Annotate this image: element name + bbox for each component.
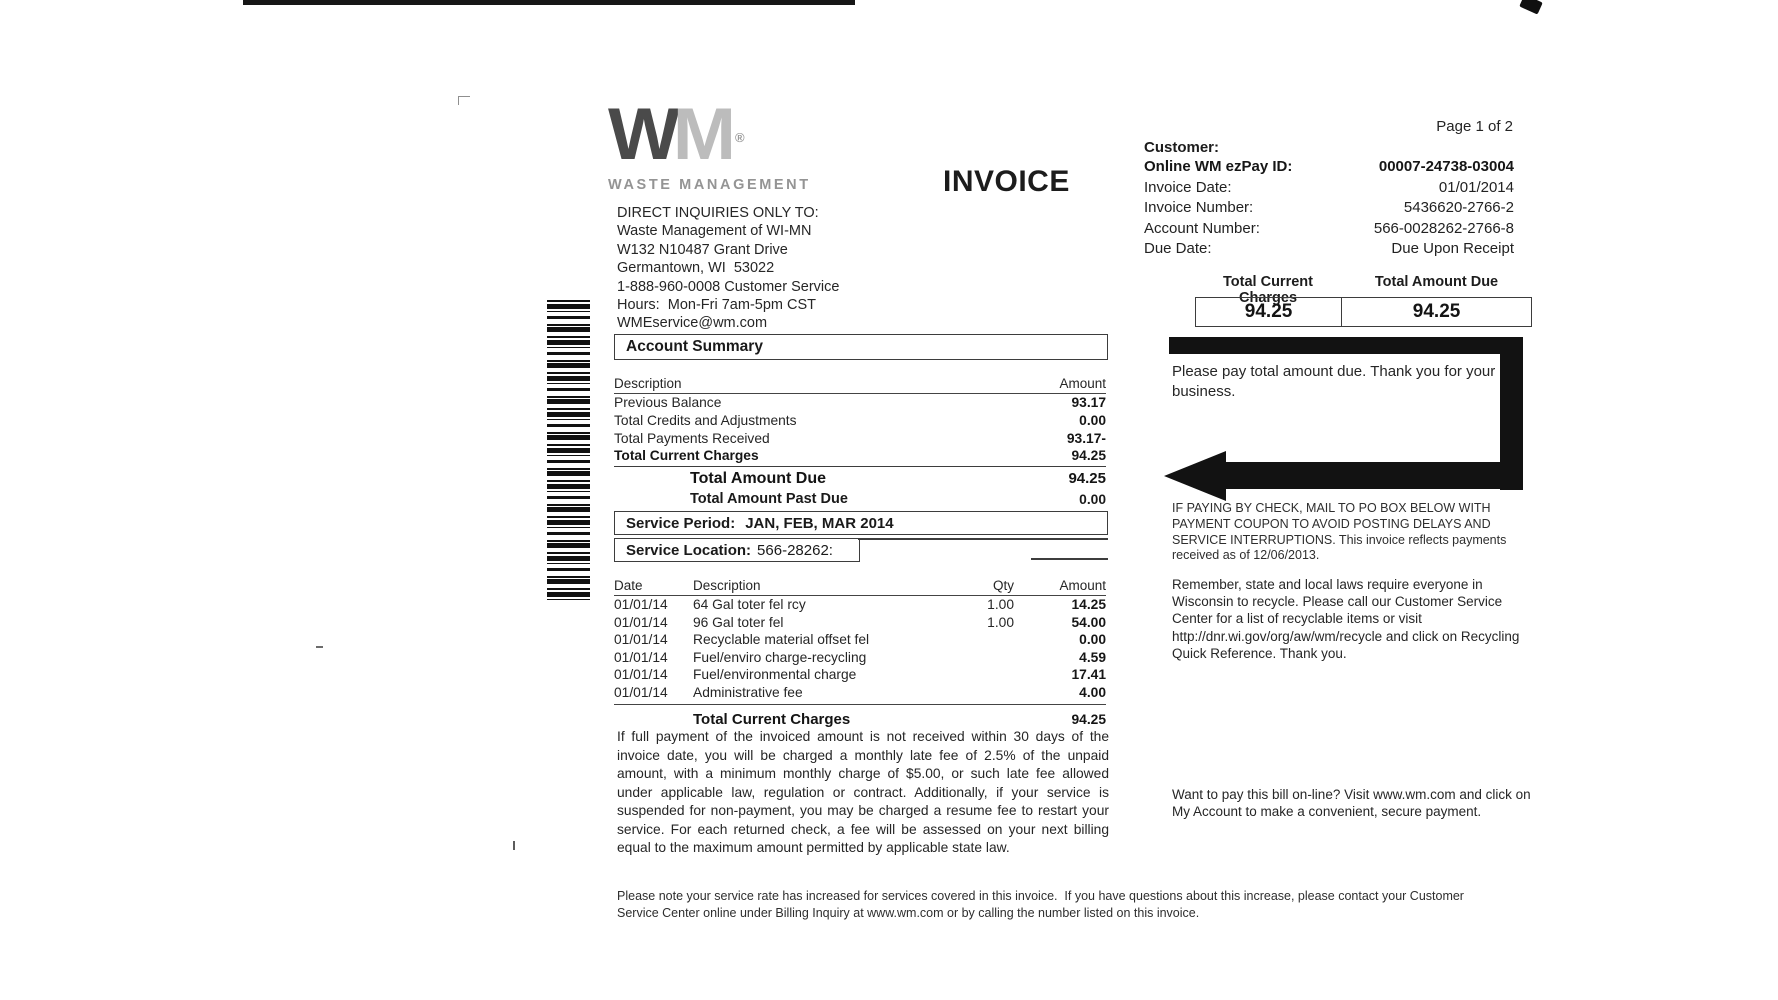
wm-logo [608,93,828,193]
page-indicator: Page 1 of 2 [1436,118,1513,135]
remit-line: Germantown, WI 53022 [617,260,775,277]
customer-info-row-ezpay [1144,157,1514,178]
invoice-number-label: Invoice Number: [1144,199,1254,217]
summary-description: Total Credits and Adjustments [614,412,797,428]
account-summary-title-box [614,334,1108,360]
summary-description: Previous Balance [614,395,722,410]
remit-line: DIRECT INQUIRIES ONLY TO: [617,205,819,221]
table-row [614,412,1106,430]
customer-info-row-invoice-number [1144,198,1514,219]
amount-column-header: Amount [1059,578,1106,593]
invoice-title: INVOICE [943,165,1070,198]
charge-date: 01/01/14 [614,597,668,612]
service-location-box [614,538,860,562]
summary-amount: 94.25 [1071,448,1106,464]
charge-qty: 1.00 [987,597,1014,612]
charge-date: 01/01/14 [614,684,668,700]
service-period-box [614,511,1108,535]
summary-amount: 0.00 [1079,412,1106,428]
charge-description: 96 Gal toter fel [693,614,784,630]
summary-amount: 93.17 [1071,395,1106,410]
wm-logo-w: W [608,93,673,176]
check-payment-notice: IF PAYING BY CHECK, MAIL TO PO BOX BELOW WITH PAYMENT COUPON TO AVOID POSTING DELAYS AND SERVICE INTERRUPTIONS. This invoice reflects payments received as of 12/06/2013. [1172,501,1507,563]
charges-header-row [614,578,1106,596]
account-summary-title: Account Summary [626,338,763,355]
table-row [614,614,1106,632]
total-amount-due-label: Total Amount Due [690,470,826,488]
service-location-label: Service Location: [626,541,752,559]
remit-line: Waste Management of WI-MN [617,223,812,240]
invoice-number-value: 5436620-2766-2 [1403,199,1514,217]
total-amount-past-due-amount: 0.00 [1079,492,1106,508]
total-current-charges-value: 94.25 [1244,301,1293,322]
charge-date: 01/01/14 [614,649,668,665]
pay-message: Please pay total amount due. Thank you for your business. [1172,363,1496,400]
charges-total-label: Total Current Charges [693,710,851,728]
customer-info-row-due-date [1144,239,1514,260]
online-payment-notice: Want to pay this bill on-line? Visit www.wm.com and click on My Account to make a convenient, secure payment. [1172,787,1531,820]
due-date-label: Due Date: [1144,240,1212,258]
rate-increase-footer-note: Please note your service rate has increased for services covered in this invoice. If you have questions about this increase, please contact your Customer Service Center online under Billing Inquiry at www.wm.com or by calling the number listed on this invoice. [617,889,1468,920]
customer-info-row-invoice-date [1144,178,1514,199]
pay-arrow-head-icon [1164,451,1226,501]
registered-trademark-icon: ® [735,130,745,145]
charge-description: Fuel/environmental charge [693,667,857,683]
customer-heading: Customer: [1144,139,1220,156]
charge-amount: 54.00 [1071,614,1106,630]
customer-info-block [1144,157,1514,260]
total-amount-due-amount: 94.25 [1068,470,1106,488]
scan-artifact-dash [316,646,323,648]
total-amount-due-row [614,467,1106,490]
table-row [614,649,1106,667]
charge-description: Fuel/enviro charge-recycling [693,649,867,665]
wm-logo-m: M [672,93,730,176]
account-summary-table [614,376,1106,509]
table-row [614,666,1106,684]
ezpay-id-label: Online WM ezPay ID: [1144,158,1293,175]
late-fee-notice: If full payment of the invoiced amount is not received within 30 days of the invoice date, you will be charged a monthly late fee of 2.5% of the unpaid amount, with a minimum monthly charge of $5.00, or such late fee allowed under applicable law, regulation or contract. Additionally, if your service is suspended for non-payment, you may be charged a resume fee to restart your service. For each returned check, a fee will be assessed on your next billing equal to the maximum amount permitted by applicable state law. [617,729,1109,855]
pay-arrow-shaft [1222,462,1523,489]
service-period-label: Service Period: [626,514,736,532]
total-current-charges-header: Total Current Charges [1223,274,1313,306]
customer-info-row-account-number [1144,219,1514,240]
charge-date: 01/01/14 [614,614,668,630]
charge-qty: 1.00 [987,614,1014,630]
account-number-label: Account Number: [1144,219,1260,237]
totals-box [1195,297,1532,327]
recycle-notice: Remember, state and local laws require everyone in Wisconsin to recycle. Please call our Customer Service Center for a list of recyclable items or visit http://dnr.wi.gov/org/aw/wm/recycle and click on Recycling Quick Reference. Thank you. [1172,577,1520,661]
wm-logo-tagline: WASTE MANAGEMENT [608,177,811,193]
wm-logo-letters [608,93,828,176]
table-row [614,430,1106,448]
charges-total-amount: 94.25 [1071,711,1106,727]
remit-address-block [617,204,947,333]
charges-total-row [614,704,1106,728]
table-row [614,596,1106,614]
invoice-date-label: Invoice Date: [1144,178,1232,196]
charge-qty [914,684,1014,702]
table-row [614,394,1106,412]
total-amount-past-due-label: Total Amount Past Due [690,491,848,508]
charge-amount: 14.25 [1071,597,1106,612]
table-row [614,631,1106,649]
charge-qty [914,631,1014,649]
summary-description: Total Current Charges [614,448,759,464]
description-column-header: Description [693,578,761,593]
scan-artifact-corner-bracket [458,96,470,105]
scan-artifact-tick [513,841,515,850]
redaction-short-line [1031,558,1108,560]
spacer [614,710,693,729]
remit-line: WMEservice@wm.com [617,315,768,332]
charges-table [614,578,1106,728]
summary-amount: 93.17- [1066,430,1106,446]
date-column-header: Date [614,578,643,593]
remit-line: W132 N10487 Grant Drive [617,241,788,258]
scan-artifact-top-strip [243,0,855,5]
charge-description: 64 Gal toter fel rcy [693,597,806,612]
charge-amount: 4.00 [1079,684,1106,700]
total-amount-past-due-row [614,490,1106,509]
account-number-value: 566-0028262-2766-8 [1373,219,1514,237]
amount-column-header: Amount [1059,376,1106,391]
charge-qty [914,649,1014,667]
charge-qty [914,666,1014,684]
charge-amount: 17.41 [1071,667,1106,683]
service-period-value: JAN, FEB, MAR 2014 [745,514,894,532]
description-column-header: Description [614,376,682,391]
table-row [614,447,1106,465]
summary-description: Total Payments Received [614,430,770,446]
invoice-date-value: 01/01/2014 [1438,178,1514,196]
remit-line: Hours: Mon-Fri 7am-5pm CST [617,297,817,314]
table-row [614,684,1106,702]
remit-line: 1-888-960-0008 Customer Service [617,278,840,295]
total-amount-due-header: Total Amount Due [1374,274,1499,290]
ezpay-id-value: 00007-24738-03004 [1378,158,1514,175]
charge-date: 01/01/14 [614,632,668,648]
due-date-value: Due Upon Receipt [1391,240,1514,258]
service-location-value: 566-28262: [757,541,833,559]
redaction-top-line [858,538,1108,540]
charge-date: 01/01/14 [614,667,668,683]
barcode [547,300,590,600]
charge-amount: 4.59 [1079,649,1106,665]
scan-artifact-corner-blob [1519,0,1543,15]
charge-amount: 0.00 [1079,632,1106,648]
charge-description: Administrative fee [693,684,803,700]
pay-arrow-top-bar [1169,337,1523,354]
qty-column-header: Qty [992,578,1014,593]
charge-description: Recyclable material offset fel [693,632,870,648]
account-summary-header-row [614,376,1106,394]
total-amount-due-value: 94.25 [1341,298,1531,326]
